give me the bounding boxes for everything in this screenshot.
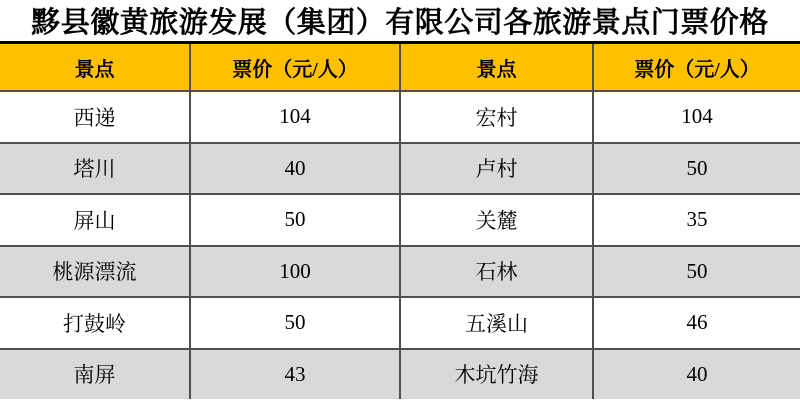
ticket-price-table (0, 41, 800, 399)
table-row (0, 194, 800, 246)
cell-attraction: 塔川 (0, 143, 190, 195)
cell-attraction: 木坑竹海 (400, 349, 593, 400)
cell-price: 40 (190, 143, 400, 195)
cell-attraction: 卢村 (400, 143, 593, 195)
header-cell-attraction-left: 景点 (0, 43, 190, 92)
cell-attraction: 石林 (400, 246, 593, 298)
cell-price: 50 (190, 297, 400, 349)
cell-price: 104 (593, 91, 800, 143)
cell-price: 50 (593, 143, 800, 195)
header-cell-attraction-right: 景点 (400, 43, 593, 92)
cell-price: 46 (593, 297, 800, 349)
table-row (0, 349, 800, 400)
cell-price: 35 (593, 194, 800, 246)
table-row (0, 297, 800, 349)
cell-attraction: 五溪山 (400, 297, 593, 349)
cell-attraction: 屏山 (0, 194, 190, 246)
cell-attraction: 西递 (0, 91, 190, 143)
cell-attraction: 打鼓岭 (0, 297, 190, 349)
cell-attraction: 宏村 (400, 91, 593, 143)
cell-price: 100 (190, 246, 400, 298)
cell-price: 40 (593, 349, 800, 400)
table-row (0, 246, 800, 298)
table-row (0, 91, 800, 143)
table-header-row (0, 43, 800, 92)
cell-price: 50 (190, 194, 400, 246)
cell-attraction: 关麓 (400, 194, 593, 246)
cell-attraction: 南屏 (0, 349, 190, 400)
table-row (0, 143, 800, 195)
cell-price: 50 (593, 246, 800, 298)
page-title: 黟县徽黄旅游发展（集团）有限公司各旅游景点门票价格 (31, 7, 769, 39)
header-cell-price-right: 票价（元/人） (593, 43, 800, 92)
cell-attraction: 桃源漂流 (0, 246, 190, 298)
cell-price: 104 (190, 91, 400, 143)
header-cell-price-left: 票价（元/人） (190, 43, 400, 92)
cell-price: 43 (190, 349, 400, 400)
